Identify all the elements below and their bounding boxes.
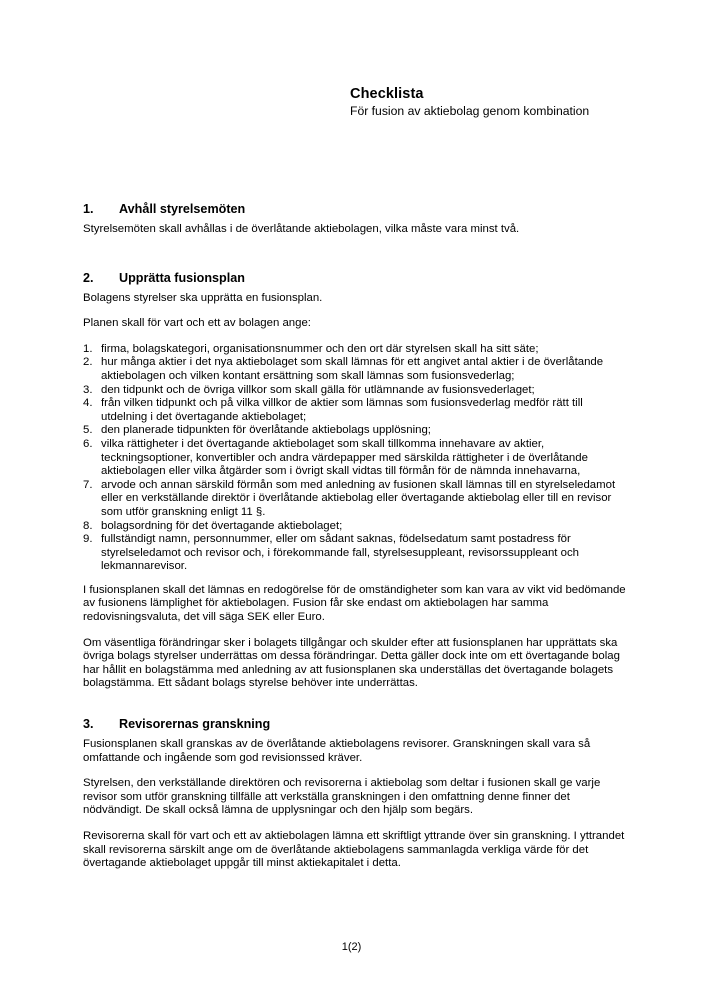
section-2-after-paragraph-2: Om väsentliga förändringar sker i bolagets tillgångar och skulder efter att fusionsplanen har upprättats ska övriga bolags styrelser underrättas om dessa förändringar. Detta gäller dock inte om ett övertagande bolag har hållit en bolagstämma med anledning av att fusionsplanen ska underställas det övertagande bolagets bolagstämma. Ett sådant bolags styrelse behöver inte underrättas. [83,636,620,690]
list-item-text: fullständigt namn, personnummer, eller om sådant saknas, födelsedatum samt postadress för styrelseledamot och revisor och, i förekommande fall, styrelsesuppleant, revisorssuppleant och lekmannarevisor. [101,533,580,573]
list-item-number: 3. [83,383,93,396]
section-3-number: 3. [83,717,94,732]
section-3-paragraph-2: Styrelsen, den verkställande direktören och revisorerna i aktiebolag som deltar i fusionen skall ge varje revisor som utför granskning tillfälle att verkställa granskningen i den omfattning denne finner det nödvändigt. De skall också lämna de upplysningar och den hjälp som begärs. [83,777,601,817]
list-item [83,533,628,574]
section-1 [83,202,628,237]
document-body [83,202,628,883]
list-item [83,479,628,520]
list-item-number: 2. [83,356,93,369]
section-2-intro-paragraph-2: Planen skall för vart och ett av bolagen ange: [83,317,311,330]
section-2-after-paragraph-1: I fusionsplanen skall det lämnas en redogörelse för de omständigheter som kan vara av vikt vid bedömande av fusionens lämplighet för aktiebolagen. Fusion får ske endast om aktiebolagen har samma redovisningsvaluta, det vill säga SEK eller Euro. [83,583,626,624]
list-item-number: 4. [83,397,93,410]
section-2-heading [83,271,628,286]
fusion-plan-list [83,343,628,574]
list-item [83,520,628,534]
document-header [350,86,650,120]
section-gap-1 [83,249,628,271]
list-item [83,397,628,424]
list-item [83,438,628,479]
list-item [83,343,628,357]
section-2 [83,271,628,691]
list-item-text: hur många aktier i det nya aktiebolaget som skall lämnas för ett angivet antal aktier i de överlåtande aktiebolagen och vilken kontant ersättning som skall lämnas som fusionsvederlag; [101,356,604,382]
list-item-text: den planerade tidpunkten för överlåtande aktiebolags upplösning; [101,424,431,437]
list-item-text: arvode och annan särskild förmån som med anledning av fusionen skall lämnas till en styrelseledamot eller en verkställande direktör i överlåtande aktiebolag eller övertagande aktiebolag eller till en revisor som utför granskning enligt 11 §. [101,478,616,518]
section-1-heading [83,202,628,217]
section-1-title: Avhåll styrelsemöten [119,202,246,216]
section-gap-2 [83,703,628,717]
section-3-heading [83,717,628,732]
page-number: 1(2) [341,941,362,953]
document-subtitle: För fusion av aktiebolag genom kombination [350,104,590,118]
list-item-number: 8. [83,519,93,532]
section-2-number: 2. [83,270,94,285]
list-item-text: bolagsordning för det övertagande aktiebolaget; [101,519,343,532]
list-item [83,356,628,383]
list-item-number: 1. [83,342,93,355]
list-item-number: 9. [83,533,93,546]
section-3-paragraph-1: Fusionsplanen skall granskas av de överlåtande aktiebolagens revisorer. Granskningen skall vara så omfattande och ingående som god revisionssed kräver. [83,738,591,764]
section-1-paragraph-1: Styrelsemöten skall avhållas i de överlåtande aktiebolagen, vilka måste vara minst två. [83,223,520,235]
list-item-number: 6. [83,437,93,450]
document-title: Checklista [350,86,424,102]
list-item-text: den tidpunkt och de övriga villkor som skall gälla för utlämnande av fusionsvederlaget; [101,383,535,396]
section-2-intro-paragraph-1: Bolagens styrelser ska upprätta en fusionsplan. [83,291,323,304]
page-footer [0,940,707,954]
section-3-paragraph-3: Revisorerna skall för vart och ett av aktiebolagen lämna ett skriftligt yttrande över sin granskning. I yttrandet skall revisorerna särskilt ange om de överlåtande aktiebolagens sammanlagda verkliga värde för det övertagande aktiebolaget uppgår till minst aktiekapitalet i detta. [83,830,625,870]
section-3-title: Revisorernas granskning [119,717,271,732]
list-item-text: från vilken tidpunkt och på vilka villkor de aktier som lämnas som fusionsvederlag medför rätt till utdelning i det övertagande aktiebolaget; [101,397,583,423]
list-item-number: 5. [83,424,93,437]
list-item [83,424,628,438]
section-2-title: Upprätta fusionsplan [119,270,245,285]
list-item-number: 7. [83,478,93,491]
list-item-text: vilka rättigheter i det övertagande aktiebolaget som skall tillkomma innehavare av aktier, teckningsoptioner, konvertibler och andra värdepapper med särskilda rättigheter i de överlåtande aktiebolagen eller vilka åtgärder som i övrigt skall vidtas till förmån för de nämnda innehavarna, [101,437,588,478]
section-1-number: 1. [83,202,94,216]
list-item-text: firma, bolagskategori, organisationsnummer och den ort där styrelsen skall ha sitt säte; [101,342,539,355]
section-3 [83,717,628,871]
list-item [83,384,628,398]
